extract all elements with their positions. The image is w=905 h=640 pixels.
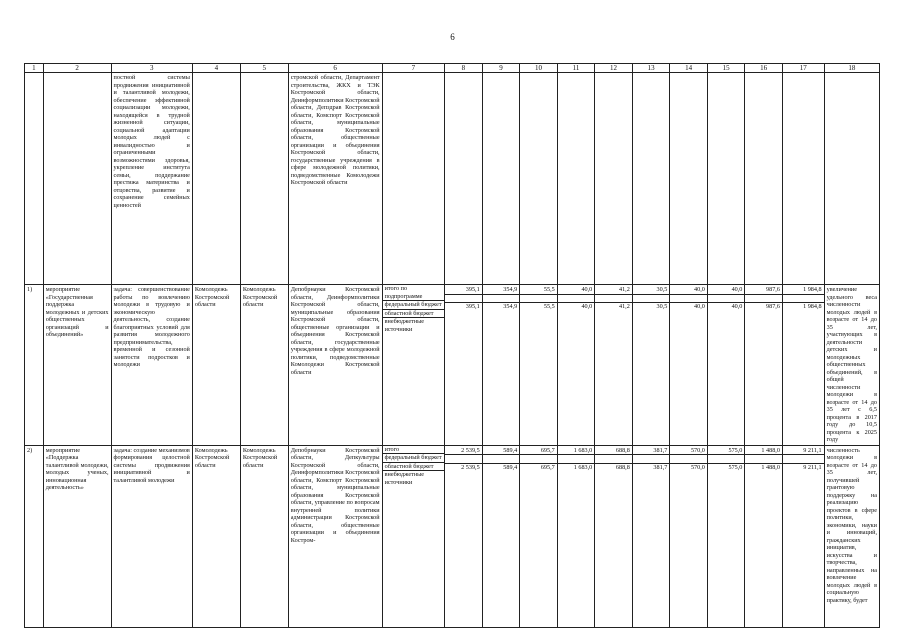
col-header: 6: [288, 64, 382, 73]
value-cell: 40,0 40,0: [707, 285, 745, 446]
table-row: [25, 445, 880, 627]
source-label: федеральный бюджет: [383, 453, 445, 462]
value-cell: 688,8 688,8: [595, 445, 633, 627]
col-header: 8: [445, 64, 483, 73]
col-header: 14: [670, 64, 708, 73]
coexecutors: Депобрнауки Костромской области, Депкультуры Костромской области, Деинформполитики Костромской области, Комспорт Костромской области, муниципальные образования Костромской области, управление по вопросам внутренней политики администрации Костромской области, общественные организации и объединения Костром-: [288, 445, 382, 627]
main-executor: Комолодежь Костромской области: [240, 285, 288, 446]
continued-task-text: постной системы продвижения инициативной и талантливой молодежи, обеспечение эффективной социализации молодежи, находящейся в трудной жизненной ситуации, социальной адаптации молодых людей с инвалидностью и ограниченными возможностями здоровья, укрепление института семьи, поддержание престижа материнства и отцовства, развитие и сохранение семейных ценностей: [111, 73, 192, 285]
source-label: областной бюджет: [383, 462, 445, 471]
col-header: 1: [25, 64, 44, 73]
table-row: [25, 285, 880, 446]
value-cell: 589,4 589,4: [482, 445, 520, 627]
value-cell: 2 539,5 2 539,5: [445, 445, 483, 627]
source-label: итого по подпрограмме: [384, 285, 423, 300]
coexecutors: Депобрнауки Костромской области, Деинформполитики Костромской области, муниципальные образования Костромской области, общественные организации и объединения Костромской области, государственные учреждения в сфере молодежной политики, подведомственные Комолодежи Костромской области: [288, 285, 382, 446]
col-header: 16: [745, 64, 783, 73]
continued-coexecutors-text: стромской области, Департамент строительства, ЖКХ и ТЭК Костромской области, Деинформполитики Костромской области, Депздрав Костромской области, Комспорт Костромской области, муниципальные образования Костромской области, общественные организации и объединения Костромской области, государственные учреждения в сфере молодежной политики, подведомственные Комолодежи Костромской области: [288, 73, 382, 285]
value-cell: 40,0 40,0: [670, 285, 708, 446]
col-header: 11: [557, 64, 595, 73]
responsible-executor: Комолодежь Костромской области: [192, 285, 240, 446]
value-cell: 395,1 395,1: [445, 285, 483, 446]
col-header: 17: [782, 64, 824, 73]
value-cell: 1 984,8 1 984,8: [782, 285, 824, 446]
value-cell: 381,7 381,7: [632, 445, 670, 627]
value-cell: 695,7 695,7: [520, 445, 558, 627]
value-cell: 55,5 55,5: [520, 285, 558, 446]
value-cell: 9 211,1 9 211,1: [782, 445, 824, 627]
col-header: 5: [240, 64, 288, 73]
funding-sources: [382, 285, 445, 446]
page-number: 6: [450, 32, 455, 42]
col-header: 4: [192, 64, 240, 73]
source-label: областной бюджет: [383, 309, 445, 318]
value-cell: 354,9 354,9: [482, 285, 520, 446]
value-cell: 575,0 575,0: [707, 445, 745, 627]
value-cell: 1 488,0 1 488,0: [745, 445, 783, 627]
value-cell: 30,5 30,5: [632, 285, 670, 446]
main-executor: Комолодежь Костромской области: [240, 445, 288, 627]
continuation-row: [25, 73, 880, 285]
responsible-executor: Комолодежь Костромской области: [192, 445, 240, 627]
col-header: 7: [382, 64, 445, 73]
expected-result: численность молодежи в возрасте от 14 до 35 лет, получившей грантовую поддержку на реализацию проектов в сфере политики, экономики, науки и инноваций, гражданских инициатив, искусства и творчества, направленных на вовлечение молодых людей в социальную практику, будет: [824, 445, 879, 627]
value-cell: 987,6 987,6: [745, 285, 783, 446]
measure-name: мероприятие «Поддержка талантливой молодежи, молодых ученых, инновационная деятельность»: [43, 445, 111, 627]
source-label: внебюджетные источники: [383, 470, 445, 486]
expected-result: увеличение удельного веса численности молодых людей в возрасте от 14 до 35 лет, участвующих в деятельности детских и молодежных общественных объединений, в общей численности молодежи в возрасте от 14 до 35 лет с 6,5 процента в 2017 году до 10,5 процента к 2025 году: [824, 285, 879, 446]
col-header: 10: [520, 64, 558, 73]
header-row: [25, 64, 880, 73]
value-cell: 40,0 40,0: [557, 285, 595, 446]
measure-name: мероприятие «Государственная поддержка молодежных и детских общественных организаций и объединений»: [43, 285, 111, 446]
col-header: 9: [482, 64, 520, 73]
program-table: [24, 63, 880, 628]
col-header: 3: [111, 64, 192, 73]
task-text: задача: совершенствование работы по вовлечению молодежи в трудовую и экономическую деятельность, создание благоприятных условий для развития молодежного предпринимательства, временной и сезонной занятости подростков и молодежи: [111, 285, 192, 446]
source-label: внебюджетные источники: [383, 317, 445, 333]
value-cell: 570,0 570,0: [670, 445, 708, 627]
value-cell: 1 683,0 1 683,0: [557, 445, 595, 627]
col-header: 15: [707, 64, 745, 73]
source-label: федеральный бюджет: [383, 300, 445, 309]
row-number: 1): [25, 285, 44, 446]
col-header: 13: [632, 64, 670, 73]
funding-sources: [382, 445, 445, 627]
row-number: 2): [25, 445, 44, 627]
task-text: задача: создание механизмов формирования целостной системы продвижения инициативной и талантливой молодежи: [111, 445, 192, 627]
col-header: 18: [824, 64, 879, 73]
col-header: 2: [43, 64, 111, 73]
value-cell: 41,2 41,2: [595, 285, 633, 446]
col-header: 12: [595, 64, 633, 73]
source-label: итого: [384, 445, 400, 453]
